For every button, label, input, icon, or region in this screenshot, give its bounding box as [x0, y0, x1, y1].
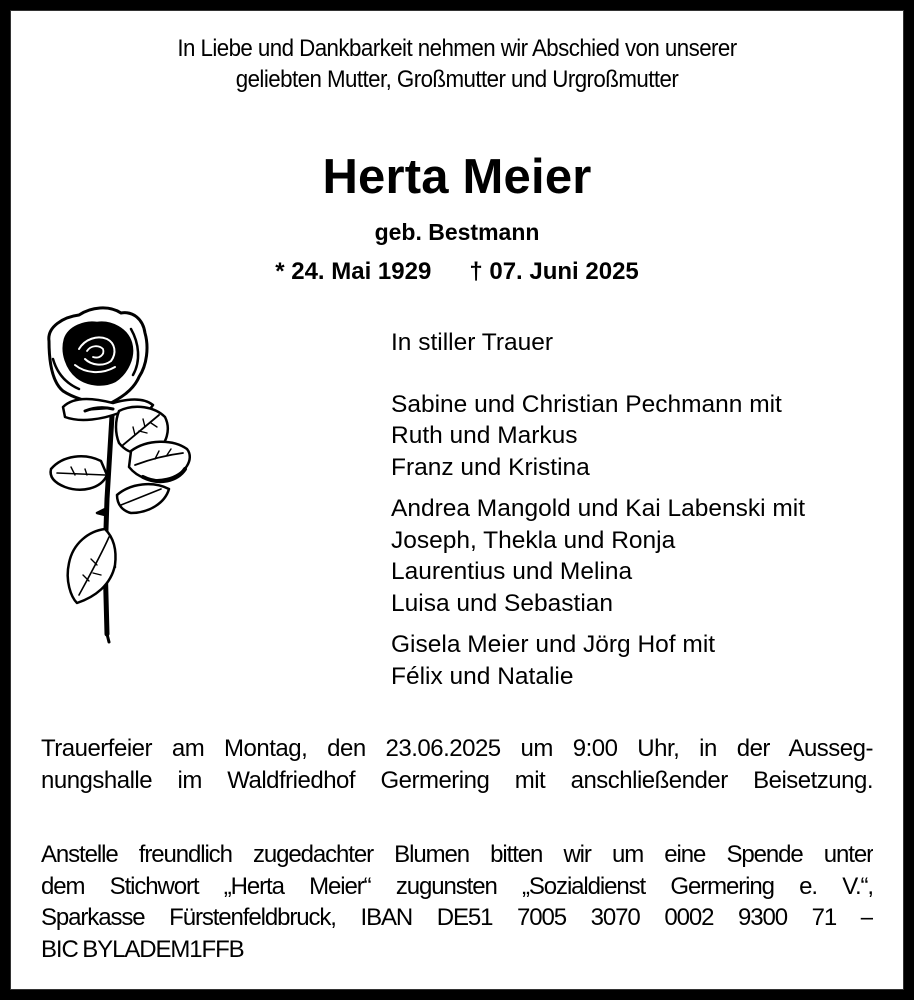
- mourner-line: Gisela Meier und Jörg Hof mit: [391, 631, 716, 658]
- mourner-line: Laurentius und Melina: [391, 558, 633, 585]
- intro-line-2: geliebten Mutter, Großmutter und Urgroßmutter: [235, 66, 679, 93]
- life-dates: [11, 257, 903, 287]
- mourners-lead: In stiller Trauer: [391, 329, 554, 356]
- mourner-line: Félix und Natalie: [391, 662, 574, 690]
- mourner-line: Franz und Kristina: [391, 453, 590, 481]
- intro-line-1: In Liebe und Dankbarkeit nehmen wir Abschied von unserer: [177, 35, 737, 62]
- birth-date: * 24. Mai 1929: [275, 258, 432, 285]
- mourner-group: [391, 629, 805, 692]
- rose-illustration-icon: [35, 299, 195, 649]
- donation-info: [41, 839, 873, 965]
- mourner-line: Joseph, Thekla und Ronja: [391, 526, 676, 554]
- deceased-name: Herta Meier: [322, 150, 592, 204]
- mourner-line: Ruth und Markus: [391, 422, 578, 449]
- donation-line: Sparkasse Fürstenfeldbruck, IBAN DE51 7005 3070 0002 9300 71 –: [41, 904, 873, 931]
- maiden-name: geb. Bestmann: [374, 219, 540, 245]
- funeral-info: [41, 733, 873, 796]
- mourner-line: Luisa und Sebastian: [391, 589, 614, 617]
- death-date: † 07. Juni 2025: [469, 258, 639, 285]
- intro-text: [42, 33, 872, 95]
- mourner-group: [391, 389, 805, 484]
- mourner-line: Andrea Mangold und Kai Labenski mit: [391, 495, 806, 522]
- donation-line: BIC BYLADEM1FFB: [41, 935, 244, 963]
- obituary-notice: [11, 11, 903, 989]
- funeral-line: nungshalle im Waldfriedhof Germering mit anschließender Beisetzung.: [41, 766, 873, 794]
- mourners-list: [391, 327, 805, 702]
- donation-line: dem Stichwort „Herta Meier“ zugunsten „Sozialdienst Germering e. V.“,: [41, 872, 873, 900]
- mourner-group: [391, 493, 805, 619]
- donation-line: Anstelle freundlich zugedachter Blumen bitten wir um eine Spende unter: [41, 841, 873, 868]
- funeral-line: Trauerfeier am Montag, den 23.06.2025 um 9:00 Uhr, in der Ausseg-: [41, 735, 873, 762]
- mourner-line: Sabine und Christian Pechmann mit: [391, 390, 782, 418]
